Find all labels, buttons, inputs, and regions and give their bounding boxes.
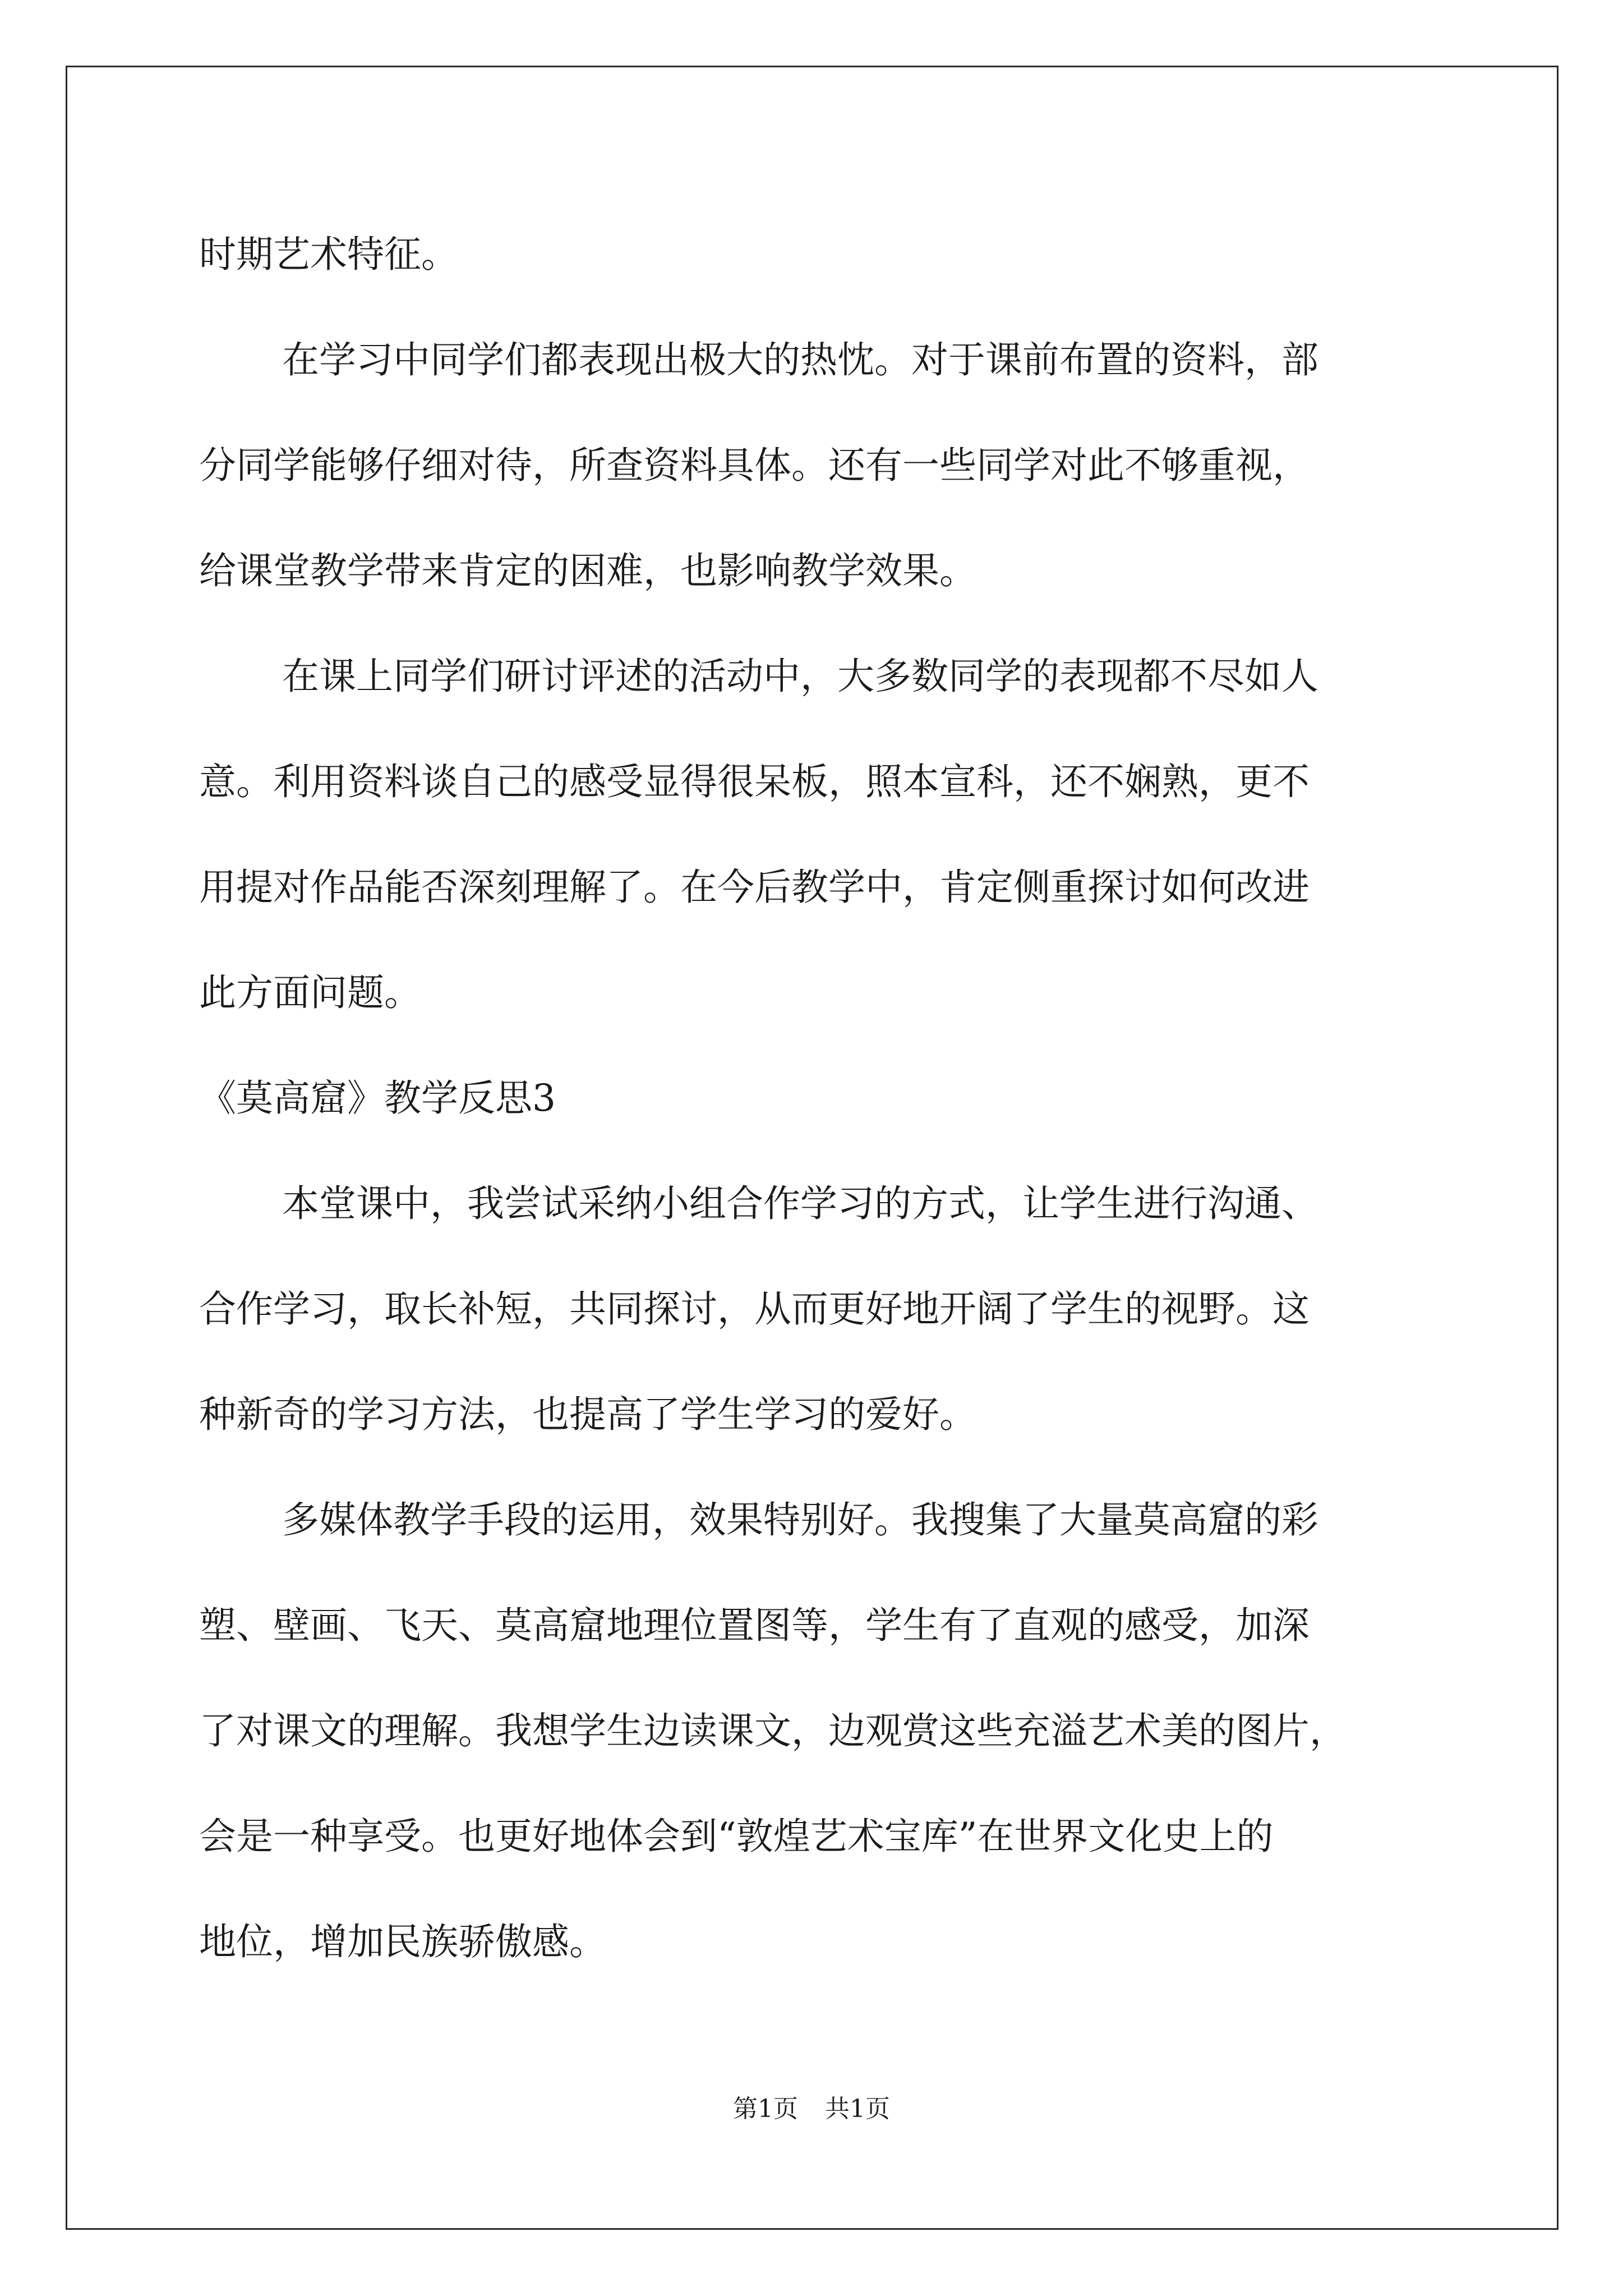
text-line: 给课堂教学带来肯定的困难，也影响教学效果。: [199, 549, 976, 592]
text-line: 意。利用资料谈自己的感受显得很呆板，照本宣科，还不娴熟，更不: [199, 760, 1310, 803]
text-line: 分同学能够仔细对待，所查资料具体。还有一些同学对此不够重视，: [199, 444, 1310, 487]
text-line: 塑、壁画、飞天、莫高窟地理位置图等，学生有了直观的感受，加深: [199, 1604, 1310, 1647]
page-number: 第1页: [733, 2095, 798, 2123]
text-line: 此方面问题。: [199, 971, 421, 1014]
paragraph-start-line: 多媒体教学手段的运用，效果特别好。我搜集了大量莫高窟的彩: [282, 1498, 1318, 1542]
paragraph-start-line: 本堂课中，我尝试采纳小组合作学习的方式，让学生进行沟通、: [282, 1182, 1318, 1225]
text-line: 种新奇的学习方法，也提高了学生学习的爱好。: [199, 1393, 976, 1436]
page-total: 共1页: [825, 2095, 890, 2123]
text-line: 合作学习，取长补短，共同探讨，从而更好地开阔了学生的视野。这: [199, 1287, 1310, 1331]
paragraph-start-line: 在课上同学们研讨评述的活动中，大多数同学的表现都不尽如人: [282, 655, 1318, 698]
text-line: 时期艺术特征。: [199, 233, 458, 276]
text-line: 会是一种享受。也更好地体会到“敦煌艺术宝库”在世界文化史上的: [199, 1815, 1274, 1858]
text-line: 地位，增加民族骄傲感。: [199, 1920, 606, 1963]
page-footer: [0, 2092, 1623, 2126]
text-line: 用提对作品能否深刻理解了。在今后教学中，肯定侧重探讨如何改进: [199, 866, 1310, 909]
section-heading: 《莫高窟》教学反思3: [199, 1076, 556, 1120]
document-body: [199, 202, 1461, 1995]
paragraph-start-line: 在学习中同学们都表现出极大的热忱。对于课前布置的资料，部: [282, 338, 1318, 381]
text-line: 了对课文的理解。我想学生边读课文，边观赏这些充溢艺术美的图片，: [199, 1709, 1347, 1752]
